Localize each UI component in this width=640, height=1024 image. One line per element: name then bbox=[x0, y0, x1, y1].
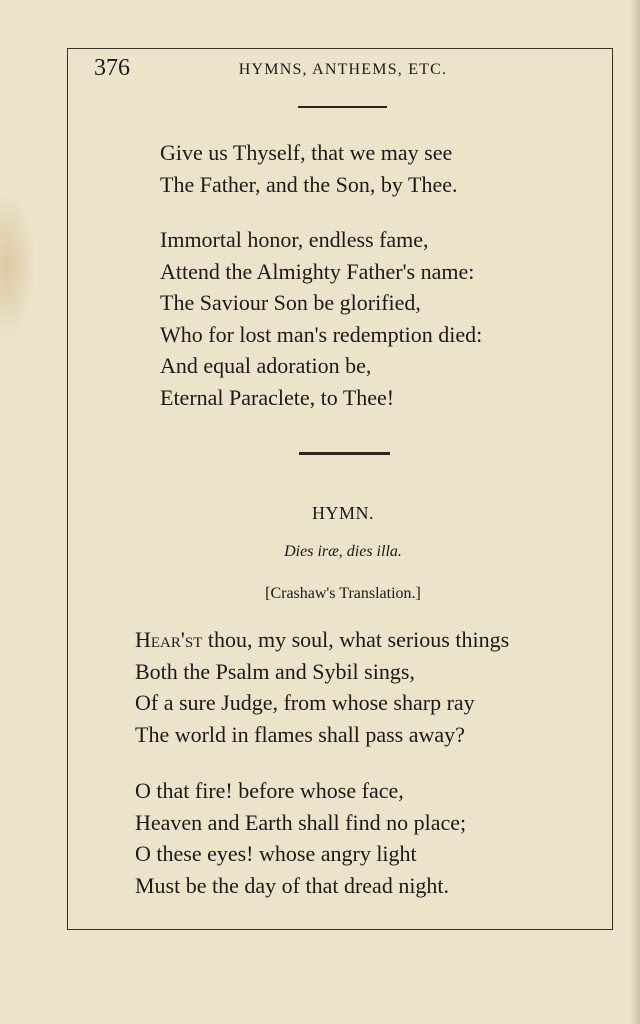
verse-line: And equal adoration be, bbox=[160, 353, 372, 378]
hymn-latin-subtitle: Dies iræ, dies illa. bbox=[284, 543, 402, 560]
verse-line: The Saviour Son be glorified, bbox=[160, 290, 421, 315]
verse-line: Eternal Paraclete, to Thee! bbox=[160, 384, 395, 410]
verse-line: Immortal honor, endless fame, bbox=[160, 227, 429, 252]
verse-line-first bbox=[135, 624, 509, 656]
verse-line: Who for lost man's redemption died: bbox=[160, 321, 483, 347]
verse-line: Heaven and Earth shall find no place; bbox=[135, 809, 467, 835]
initial-word: Hear'st bbox=[135, 627, 203, 652]
paper-stain bbox=[0, 190, 35, 340]
verse-line: O these eyes! whose angry light bbox=[135, 841, 417, 866]
running-head: HYMNS, ANTHEMS, ETC. bbox=[238, 61, 448, 78]
verse-line: The Father, and the Son, by Thee. bbox=[160, 171, 458, 197]
stanza-4 bbox=[135, 775, 466, 901]
verse-line: Of a sure Judge, from whose sharp ray bbox=[135, 690, 475, 715]
page-number: 376 bbox=[94, 55, 130, 81]
verse-line: Must be the day of that dread night. bbox=[135, 872, 450, 898]
first-line-rest: thou, my soul, what serious things bbox=[202, 627, 510, 652]
verse-line: The world in flames shall pass away? bbox=[135, 721, 465, 747]
translation-note: [Crashaw's Translation.] bbox=[265, 585, 421, 602]
header-rule bbox=[298, 106, 387, 108]
verse-line: O that fire! before whose face, bbox=[135, 778, 404, 803]
verse-line: Give us Thyself, that we may see bbox=[160, 140, 453, 165]
stanza-1 bbox=[160, 137, 457, 200]
section-divider-rule bbox=[299, 452, 390, 455]
stanza-3 bbox=[135, 624, 509, 750]
verse-line: Attend the Almighty Father's name: bbox=[160, 258, 475, 284]
verse-line: Both the Psalm and Sybil sings, bbox=[135, 658, 415, 684]
hymn-title: HYMN. bbox=[311, 503, 374, 523]
stanza-2 bbox=[160, 224, 482, 413]
